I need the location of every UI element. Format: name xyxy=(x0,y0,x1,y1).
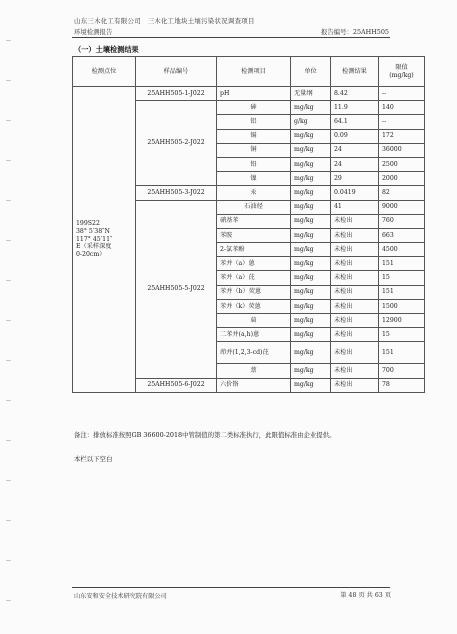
unit-cell: g/kg xyxy=(291,115,331,129)
item-cell: 镉 xyxy=(217,129,291,143)
item-cell: 苯并（a）蒽 xyxy=(217,257,291,271)
header-item: 检测项目 xyxy=(217,57,291,87)
table-row xyxy=(73,87,425,101)
page-suffix: 页 xyxy=(384,592,391,599)
result-cell: 未检出 xyxy=(331,243,379,257)
unit-cell: mg/kg xyxy=(291,186,331,200)
result-cell: 未检出 xyxy=(331,228,379,242)
unit-cell: mg/kg xyxy=(291,172,331,186)
point-depth-line2: 0-20cm） xyxy=(76,251,106,258)
limit-cell: 1500 xyxy=(379,299,425,313)
limit-cell: 151 xyxy=(379,342,425,364)
table-header-row xyxy=(73,57,425,87)
unit-cell: mg/kg xyxy=(291,285,331,299)
unit-cell: mg/kg xyxy=(291,228,331,242)
report-number-value: 25AHH505 xyxy=(352,28,389,36)
item-cell: 铜 xyxy=(217,143,291,157)
header-project-title: 山东三木化工有限公司 三木化工地块土壤污染状况调查项目 xyxy=(74,17,255,25)
page-middle: 页 共 xyxy=(358,592,373,599)
result-cell: 24 xyxy=(331,157,379,171)
result-cell: 未检出 xyxy=(331,328,379,342)
unit-cell: mg/kg xyxy=(291,299,331,313)
result-cell: 29 xyxy=(331,172,379,186)
limit-cell: 78 xyxy=(379,378,425,392)
unit-cell: mg/kg xyxy=(291,243,331,257)
header-rule xyxy=(72,37,390,38)
unit-cell: mg/kg xyxy=(291,143,331,157)
footer-page-indicator xyxy=(340,590,391,599)
item-cell: 硝基苯 xyxy=(217,214,291,228)
unit-cell: mg/kg xyxy=(291,271,331,285)
limit-cell: 140 xyxy=(379,101,425,115)
item-cell: 石油烃 xyxy=(217,200,291,214)
unit-cell: mg/kg xyxy=(291,257,331,271)
result-cell: 未检出 xyxy=(331,314,379,328)
page-prefix: 第 xyxy=(340,592,347,599)
item-cell: 苯并（a）芘 xyxy=(217,271,291,285)
blank-below-note: 本栏以下空白 xyxy=(74,455,113,463)
item-cell: 䓛 xyxy=(217,314,291,328)
unit-cell: mg/kg xyxy=(291,314,331,328)
limit-cell: 151 xyxy=(379,257,425,271)
item-cell: 二苯并(a,h)蒽 xyxy=(217,328,291,342)
result-cell: 24 xyxy=(331,143,379,157)
header-sample: 样品编号 xyxy=(136,57,217,87)
item-cell: 萘 xyxy=(217,364,291,378)
limit-cell: 15 xyxy=(379,328,425,342)
limit-cell: 172 xyxy=(379,129,425,143)
point-longitude: 117° 45′11″ xyxy=(76,235,113,243)
item-cell: 六价铬 xyxy=(217,378,291,392)
sample-id-cell: 25AHH505-5-J022 xyxy=(136,200,217,378)
sample-id-cell: 25AHH505-6-J022 xyxy=(136,378,217,392)
report-number-label: 报告编号： xyxy=(320,28,353,36)
item-cell: 铅 xyxy=(217,157,291,171)
sampling-point-cell xyxy=(73,87,136,393)
item-cell: 茚并(1,2,3-cd)芘 xyxy=(217,342,291,364)
result-cell: 未检出 xyxy=(331,285,379,299)
result-cell: 未检出 xyxy=(331,299,379,313)
header-report-type: 环境检测报告 xyxy=(74,28,113,36)
header-limit-line2: (mg/kg) xyxy=(389,71,414,79)
sample-id-cell: 25AHH505-2-J022 xyxy=(136,101,217,186)
item-cell: 汞 xyxy=(217,186,291,200)
unit-cell: mg/kg xyxy=(291,342,331,364)
limit-cell: 4500 xyxy=(379,243,425,257)
header-limit-line1: 限值 xyxy=(395,63,408,71)
result-cell: 8.42 xyxy=(331,87,379,101)
point-latitude: 38° 5′38″N xyxy=(76,227,110,235)
limit-cell: 36000 xyxy=(379,143,425,157)
limit-cell: -- xyxy=(379,87,425,101)
limit-cell: 700 xyxy=(379,364,425,378)
item-cell: 苯胺 xyxy=(217,228,291,242)
unit-cell: mg/kg xyxy=(291,101,331,115)
unit-cell: mg/kg xyxy=(291,214,331,228)
header-unit: 单位 xyxy=(291,57,331,87)
limit-cell: 82 xyxy=(379,186,425,200)
soil-results-table xyxy=(72,56,425,393)
item-cell: 苯并（k）荧蒽 xyxy=(217,299,291,313)
result-cell: 未检出 xyxy=(331,378,379,392)
unit-cell: 无量纲 xyxy=(291,87,331,101)
point-depth-line1: E（采样深度 xyxy=(76,243,112,251)
limit-cell: 15 xyxy=(379,271,425,285)
header-limit xyxy=(379,57,425,87)
result-cell: 未检出 xyxy=(331,271,379,285)
page-number: 48 xyxy=(348,592,357,599)
limit-cell: 2500 xyxy=(379,157,425,171)
header-report-number xyxy=(321,27,389,36)
limit-cell: 2000 xyxy=(379,172,425,186)
item-cell: 镍 xyxy=(217,172,291,186)
item-cell: 2-氯苯酚 xyxy=(217,243,291,257)
limit-cell: 9000 xyxy=(379,200,425,214)
limit-cell: -- xyxy=(379,115,425,129)
sample-id-cell: 25AHH505-1-J022 xyxy=(136,87,217,101)
limit-cell: 760 xyxy=(379,214,425,228)
item-cell: pH xyxy=(217,87,291,101)
remarks-note: 备注：排放标准按照GB 36600-2018中管制值的第二类标准执行，此限值标准由企业提供。 xyxy=(74,431,336,439)
unit-cell: mg/kg xyxy=(291,157,331,171)
result-cell: 0.09 xyxy=(331,129,379,143)
result-cell: 11.9 xyxy=(331,101,379,115)
result-cell: 64.1 xyxy=(331,115,379,129)
header-result: 检测结果 xyxy=(331,57,379,87)
limit-cell: 12900 xyxy=(379,314,425,328)
page-total: 63 xyxy=(374,592,383,599)
unit-cell: mg/kg xyxy=(291,129,331,143)
item-cell: 砷 xyxy=(217,101,291,115)
footer-rule xyxy=(72,587,390,588)
result-cell: 0.0419 xyxy=(331,186,379,200)
header-point: 检测点位 xyxy=(73,57,136,87)
limit-cell: 663 xyxy=(379,228,425,242)
section-title: （一）土壤检测结果 xyxy=(74,45,139,54)
item-cell: 苯并（b）荧蒽 xyxy=(217,285,291,299)
binding-margin-marks xyxy=(6,40,12,600)
result-cell: 41 xyxy=(331,200,379,214)
result-cell: 未检出 xyxy=(331,364,379,378)
unit-cell: mg/kg xyxy=(291,378,331,392)
unit-cell: mg/kg xyxy=(291,364,331,378)
sample-id-cell: 25AHH505-3-J022 xyxy=(136,186,217,200)
unit-cell: mg/kg xyxy=(291,200,331,214)
limit-cell: 151 xyxy=(379,285,425,299)
point-id: 199S22 xyxy=(76,220,100,227)
footer-organization: 山东安和安全技术研究院有限公司 xyxy=(74,593,167,600)
unit-cell: mg/kg xyxy=(291,328,331,342)
result-cell: 未检出 xyxy=(331,214,379,228)
item-cell: 铝 xyxy=(217,115,291,129)
result-cell: 未检出 xyxy=(331,257,379,271)
result-cell: 未检出 xyxy=(331,342,379,364)
